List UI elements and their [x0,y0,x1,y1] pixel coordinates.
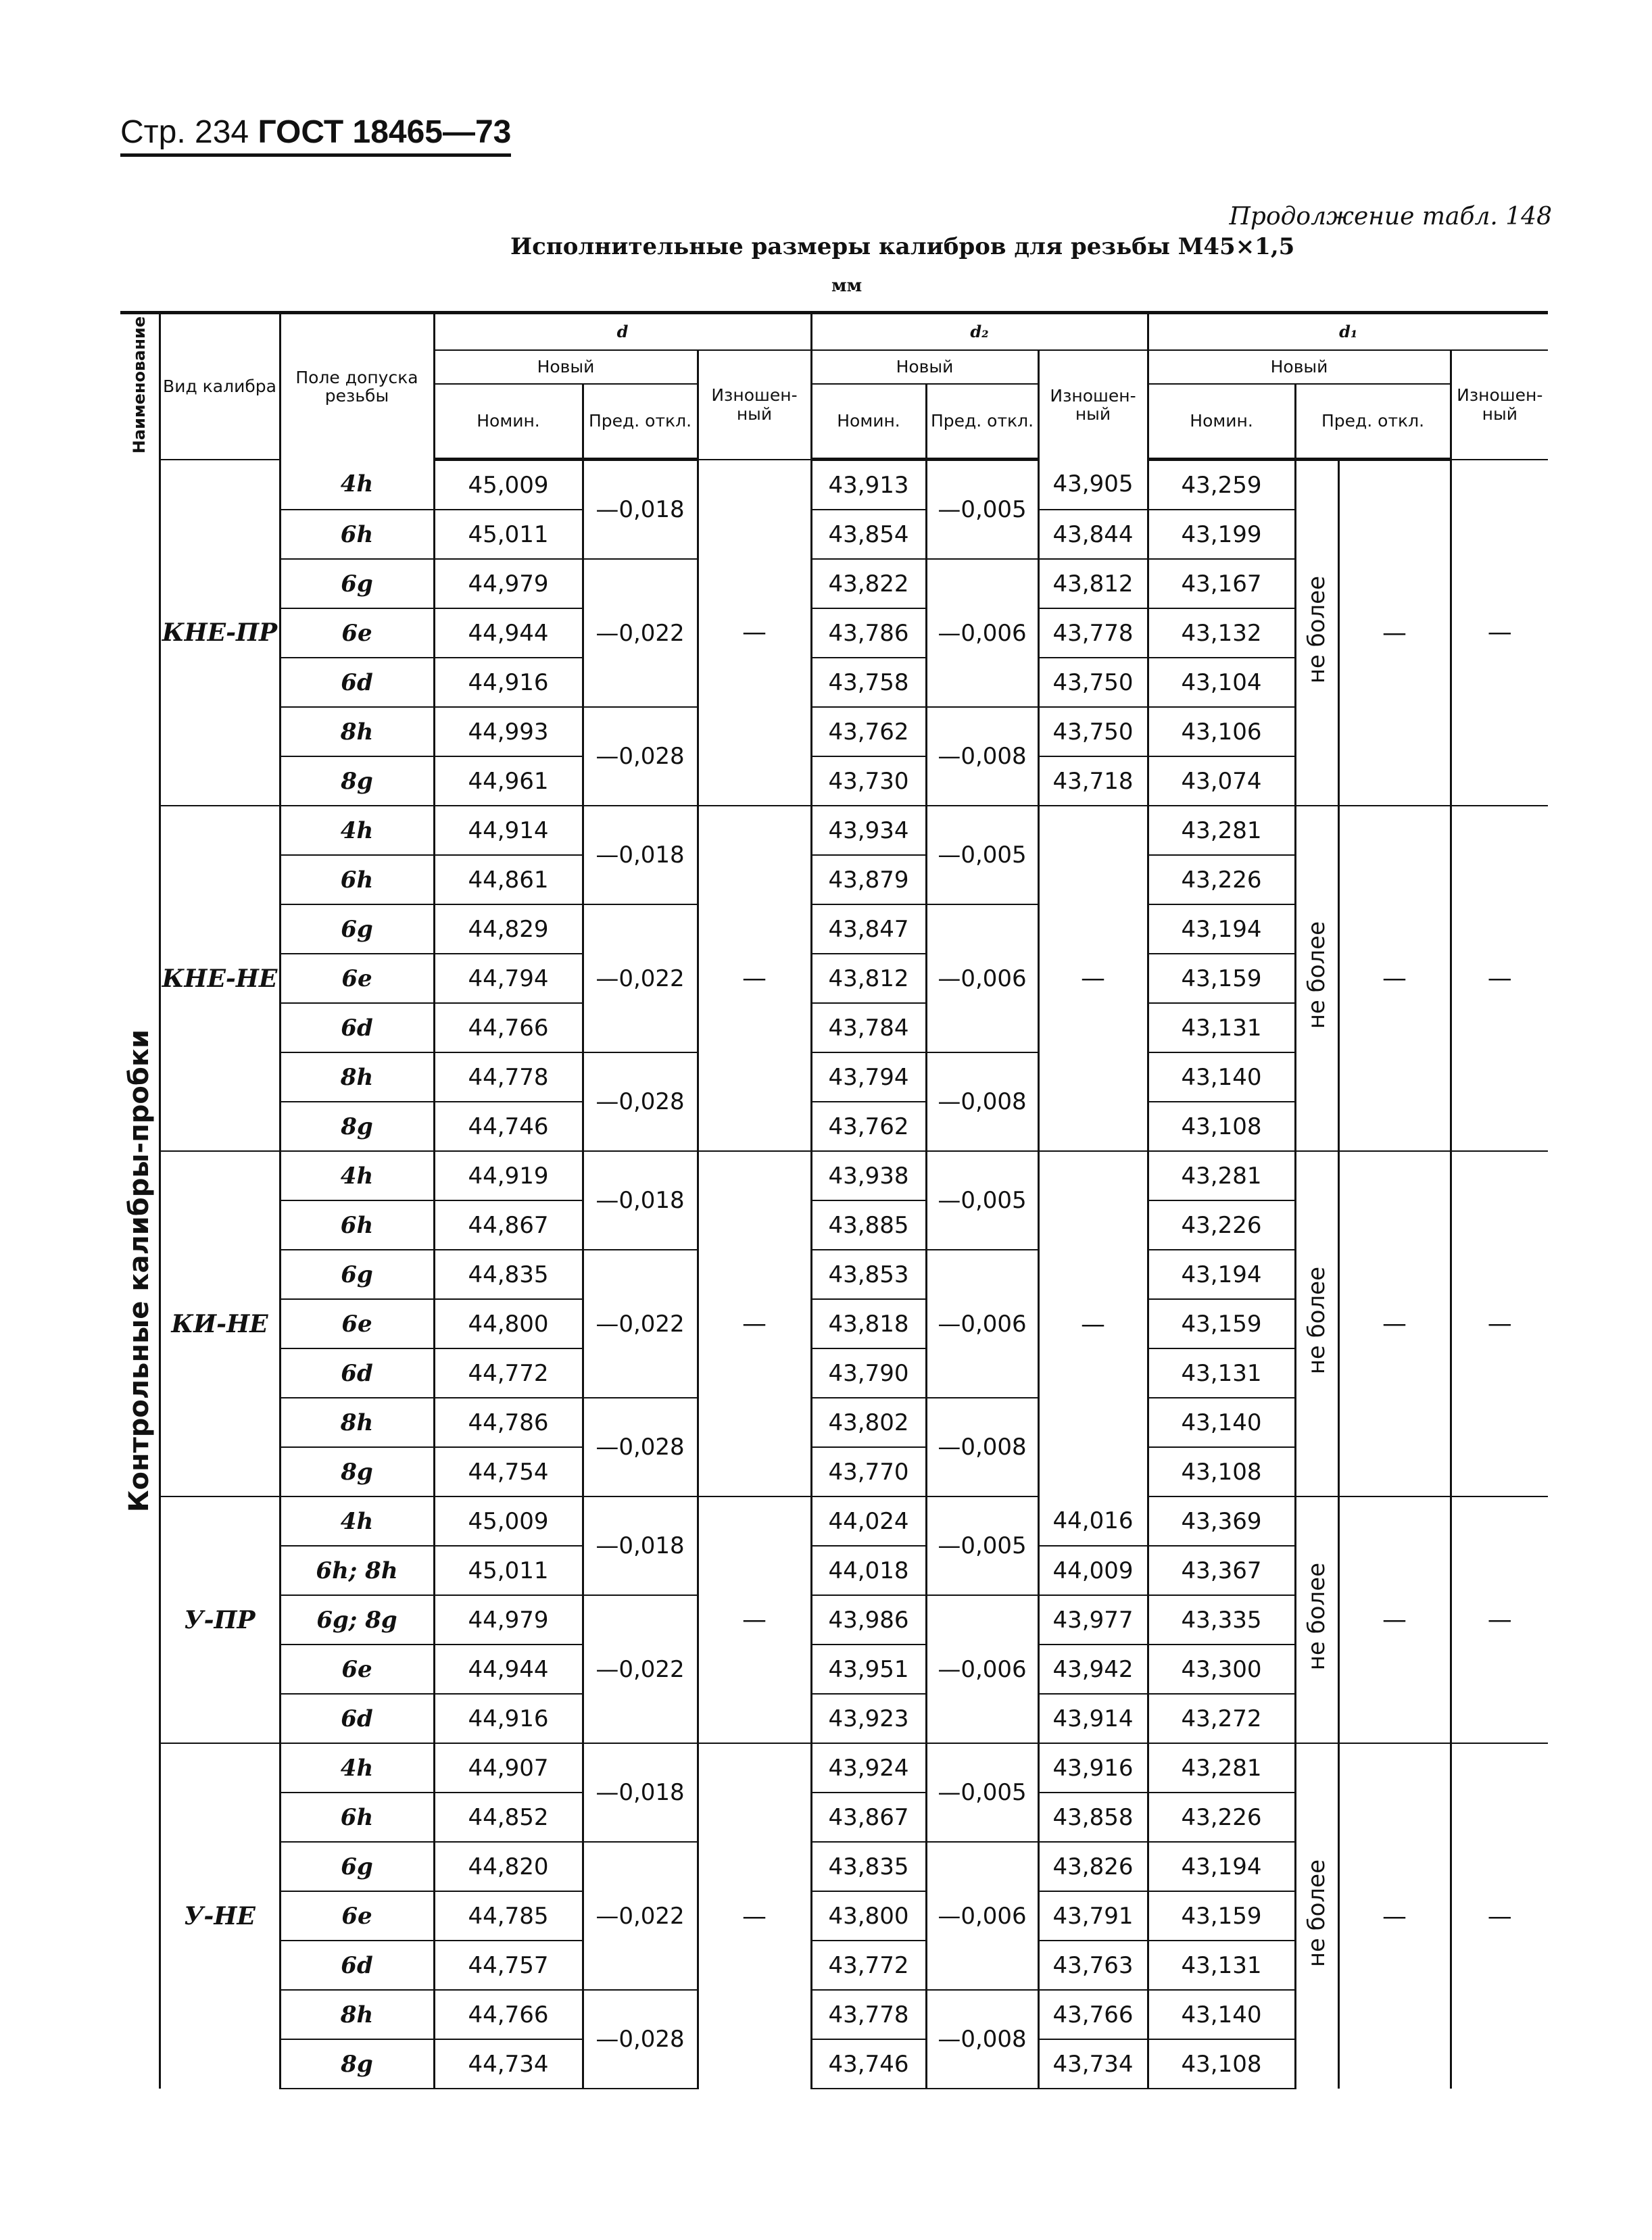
d1-limit-note [1295,806,1338,1151]
header-d: d [434,313,811,351]
d-nominal: 44,785 [434,1891,583,1941]
d2-nominal: 43,786 [811,608,926,658]
d-limit-deviation: —0,022 [583,559,698,707]
header-d-new: Новый [434,350,698,384]
d2-worn: 43,766 [1038,1990,1148,2039]
d2-limit-deviation: —0,005 [926,1496,1038,1595]
d2-nominal: 43,802 [811,1398,926,1447]
d-nominal: 44,835 [434,1250,583,1299]
d-nominal: 44,944 [434,608,583,658]
d2-nominal: 43,822 [811,559,926,608]
d1-worn: — [1451,1151,1548,1496]
d1-nominal: 43,108 [1148,1447,1295,1496]
d2-nominal: 44,018 [811,1546,926,1595]
gauge-table [120,311,1548,2089]
tolerance-field: 8h [280,1990,434,2039]
d-nominal: 44,757 [434,1941,583,1990]
tolerance-field: 6d [280,1003,434,1052]
d-worn: — [698,460,811,806]
table-row [120,1151,1548,1200]
d2-limit-deviation: —0,006 [926,904,1038,1052]
d-nominal: 44,778 [434,1052,583,1102]
d1-limit-note-text: не более [1303,1859,1331,1968]
d-worn: — [698,1743,811,2089]
d2-nominal: 43,938 [811,1151,926,1200]
tolerance-field: 4h [280,460,434,510]
tolerance-field: 6d [280,1941,434,1990]
d-limit-deviation: —0,018 [583,1496,698,1595]
tolerance-field: 6d [280,1694,434,1743]
d-nominal: 44,829 [434,904,583,954]
tolerance-field: 4h [280,806,434,855]
d-worn: — [698,1496,811,1743]
tolerance-field: 4h [280,1151,434,1200]
d2-worn: 43,750 [1038,707,1148,756]
d2-limit-deviation: —0,006 [926,559,1038,707]
d-nominal: 44,979 [434,1595,583,1645]
d1-worn: — [1451,460,1548,806]
d-limit-deviation: —0,022 [583,904,698,1052]
d2-nominal: 43,854 [811,510,926,559]
d-nominal: 44,919 [434,1151,583,1200]
d2-nominal: 43,800 [811,1891,926,1941]
d1-nominal: 43,194 [1148,904,1295,954]
d2-limit-deviation: —0,005 [926,806,1038,904]
tolerance-field: 6h [280,1200,434,1250]
d2-nominal: 43,762 [811,1102,926,1151]
d2-limit-deviation: —0,008 [926,1052,1038,1151]
header-d1-nominal: Номин. [1148,384,1295,460]
d-limit-deviation: —0,028 [583,1052,698,1151]
d-nominal: 44,944 [434,1645,583,1694]
d1-nominal: 43,131 [1148,1348,1295,1398]
d1-worn: — [1451,1743,1548,2089]
d1-limit-extra: — [1338,806,1451,1151]
d1-nominal: 43,140 [1148,1052,1295,1102]
d2-worn: 43,826 [1038,1842,1148,1891]
d1-nominal: 43,140 [1148,1990,1295,2039]
d1-nominal: 43,140 [1148,1398,1295,1447]
d1-nominal: 43,300 [1148,1645,1295,1694]
calibre-type: КНЕ-ПР [160,460,280,806]
d-limit-deviation: —0,018 [583,806,698,904]
tolerance-field: 4h [280,1743,434,1793]
d2-worn: 43,778 [1038,608,1148,658]
d2-nominal: 43,879 [811,855,926,904]
d2-nominal: 43,794 [811,1052,926,1102]
tolerance-field: 6h [280,855,434,904]
d2-nominal: 43,770 [811,1447,926,1496]
tolerance-field: 8h [280,1052,434,1102]
d1-limit-extra: — [1338,460,1451,806]
d-nominal: 44,786 [434,1398,583,1447]
d1-nominal: 43,159 [1148,1299,1295,1348]
tolerance-field: 6g [280,1250,434,1299]
d-nominal: 44,734 [434,2039,583,2089]
d2-worn: 43,812 [1038,559,1148,608]
d2-limit-deviation: —0,008 [926,1990,1038,2089]
d1-nominal: 43,159 [1148,1891,1295,1941]
main-label [120,460,160,2089]
tolerance-field: 6h; 8h [280,1546,434,1595]
d2-worn: 43,750 [1038,658,1148,707]
d2-nominal: 43,818 [811,1299,926,1348]
d2-worn: 43,734 [1038,2039,1148,2089]
tolerance-field: 8h [280,707,434,756]
header-d-worn: Изношен-ный [698,350,811,460]
d1-nominal: 43,199 [1148,510,1295,559]
d-nominal: 44,820 [434,1842,583,1891]
d1-nominal: 43,367 [1148,1546,1295,1595]
d1-nominal: 43,108 [1148,2039,1295,2089]
header-d1-worn: Изношен-ный [1451,350,1548,460]
header-d2-limit: Пред. откл. [926,384,1038,460]
d-limit-deviation: —0,028 [583,1990,698,2089]
d-limit-deviation: —0,022 [583,1250,698,1398]
header-d1: d₁ [1148,313,1548,351]
d1-nominal: 43,159 [1148,954,1295,1003]
tolerance-field: 6e [280,1891,434,1941]
d2-worn: 43,916 [1038,1743,1148,1793]
d1-limit-note-text: не более [1303,576,1331,684]
d-nominal: 44,800 [434,1299,583,1348]
d-limit-deviation: —0,022 [583,1595,698,1743]
d2-nominal: 43,853 [811,1250,926,1299]
d2-worn: 43,718 [1038,756,1148,806]
standard-number: ГОСТ 18465—73 [258,114,512,150]
table-row [120,1496,1548,1546]
d1-nominal: 43,272 [1148,1694,1295,1743]
d1-limit-note-text: не более [1303,1563,1331,1671]
tolerance-field: 8h [280,1398,434,1447]
d2-nominal: 43,835 [811,1842,926,1891]
main-label-text: Контрольные калибры-пробки [124,1029,155,1513]
header-d-limit: Пред. откл. [583,384,698,460]
d-nominal: 44,852 [434,1793,583,1842]
d1-worn: — [1451,1496,1548,1743]
d-worn: — [698,806,811,1151]
header-d2: d₂ [811,313,1148,351]
d2-nominal: 43,730 [811,756,926,806]
tolerance-field: 8g [280,1102,434,1151]
d1-nominal: 43,104 [1148,658,1295,707]
table-continuation: Продолжение табл. 148 [1229,203,1552,230]
d2-worn: 43,763 [1038,1941,1148,1990]
d1-nominal: 43,281 [1148,806,1295,855]
d1-limit-note [1295,1496,1338,1743]
d2-nominal: 43,885 [811,1200,926,1250]
header-calibre-type: Вид калибра [160,313,280,460]
tolerance-field: 6d [280,658,434,707]
d1-nominal: 43,194 [1148,1250,1295,1299]
header-name: Наименование [120,313,160,460]
table-title: Исполнительные размеры калибров для резьбы М45×1,5 [510,233,1295,260]
d-nominal: 44,754 [434,1447,583,1496]
d2-nominal: 43,913 [811,460,926,510]
d1-limit-extra: — [1338,1743,1451,2089]
d-nominal: 44,746 [434,1102,583,1151]
unit-label: мм [831,276,863,296]
tolerance-field: 6e [280,1645,434,1694]
d2-limit-deviation: —0,006 [926,1842,1038,1990]
d1-limit-note-text: не более [1303,1267,1331,1375]
d-nominal: 45,011 [434,510,583,559]
table-container [120,311,1548,2089]
calibre-type: КИ-НЕ [160,1151,280,1496]
header-d2-worn: Изношен-ный [1038,350,1148,460]
d-nominal: 44,766 [434,1990,583,2039]
header-d2-nominal: Номин. [811,384,926,460]
d2-worn: 43,977 [1038,1595,1148,1645]
d-limit-deviation: —0,028 [583,1398,698,1496]
d2-nominal: 43,762 [811,707,926,756]
d1-nominal: 43,074 [1148,756,1295,806]
d1-limit-extra: — [1338,1496,1451,1743]
d-nominal: 44,766 [434,1003,583,1052]
calibre-type: У-ПР [160,1496,280,1743]
tolerance-field: 6h [280,510,434,559]
d1-nominal: 43,226 [1148,855,1295,904]
d2-nominal: 44,024 [811,1496,926,1546]
d-limit-deviation: —0,028 [583,707,698,806]
d1-nominal: 43,108 [1148,1102,1295,1151]
d1-limit-note [1295,1743,1338,2089]
d2-nominal: 43,746 [811,2039,926,2089]
d2-worn: 44,016 [1038,1496,1148,1546]
d2-worn: 43,914 [1038,1694,1148,1743]
d1-limit-note-text: не более [1303,921,1331,1029]
d2-nominal: 43,867 [811,1793,926,1842]
tolerance-field: 6g [280,559,434,608]
header-d-nominal: Номин. [434,384,583,460]
tolerance-field: 8g [280,756,434,806]
d1-nominal: 43,132 [1148,608,1295,658]
d-nominal: 44,961 [434,756,583,806]
d1-nominal: 43,369 [1148,1496,1295,1546]
d1-limit-note [1295,1151,1338,1496]
d-limit-deviation: —0,018 [583,1151,698,1250]
d1-worn: — [1451,806,1548,1151]
d-limit-deviation: —0,018 [583,460,698,560]
d1-nominal: 43,335 [1148,1595,1295,1645]
tolerance-field: 6h [280,1793,434,1842]
d2-limit-deviation: —0,005 [926,460,1038,560]
calibre-type: КНЕ-НЕ [160,806,280,1151]
d2-nominal: 43,951 [811,1645,926,1694]
d-nominal: 44,861 [434,855,583,904]
d2-nominal: 43,934 [811,806,926,855]
header-d2-new: Новый [811,350,1038,384]
header-tolerance-field: Поле допуска резьбы [280,313,434,460]
d2-worn: 43,791 [1038,1891,1148,1941]
d-nominal: 44,794 [434,954,583,1003]
d1-nominal: 43,281 [1148,1151,1295,1200]
d2-limit-deviation: —0,008 [926,1398,1038,1496]
header-d1-limit: Пред. откл. [1295,384,1451,460]
tolerance-field: 8g [280,2039,434,2089]
d1-nominal: 43,259 [1148,460,1295,510]
page-header [120,114,511,157]
d1-nominal: 43,194 [1148,1842,1295,1891]
table-row [120,806,1548,855]
tolerance-field: 8g [280,1447,434,1496]
calibre-type: У-НЕ [160,1743,280,2089]
d-nominal: 44,993 [434,707,583,756]
d-worn: — [698,1151,811,1496]
d2-nominal: 43,986 [811,1595,926,1645]
d-limit-deviation: —0,022 [583,1842,698,1990]
table-row [120,460,1548,510]
d2-worn: 44,009 [1038,1546,1148,1595]
d2-limit-deviation: —0,006 [926,1595,1038,1743]
tolerance-field: 4h [280,1496,434,1546]
tolerance-field: 6d [280,1348,434,1398]
d-nominal: 45,009 [434,460,583,510]
table-row [120,1743,1548,1793]
d1-nominal: 43,131 [1148,1941,1295,1990]
d2-limit-deviation: —0,005 [926,1151,1038,1250]
tolerance-field: 6g [280,904,434,954]
d-nominal: 44,979 [434,559,583,608]
table-body [120,460,1548,2089]
page-number: Стр. 234 [120,114,249,150]
d-nominal: 44,914 [434,806,583,855]
d2-nominal: 43,758 [811,658,926,707]
d2-worn: 43,942 [1038,1645,1148,1694]
header-d1-new: Новый [1148,350,1451,384]
d-nominal: 45,011 [434,1546,583,1595]
d2-nominal: 43,784 [811,1003,926,1052]
d-limit-deviation: —0,018 [583,1743,698,1842]
tolerance-field: 6g; 8g [280,1595,434,1645]
d-nominal: 45,009 [434,1496,583,1546]
tolerance-field: 6e [280,954,434,1003]
tolerance-field: 6g [280,1842,434,1891]
d2-nominal: 43,924 [811,1743,926,1793]
d2-worn: 43,905 [1038,460,1148,510]
d1-limit-note [1295,460,1338,806]
d2-nominal: 43,772 [811,1941,926,1990]
d2-limit-deviation: —0,006 [926,1250,1038,1398]
d-nominal: 44,916 [434,658,583,707]
d2-worn: — [1038,806,1148,1151]
d2-limit-deviation: —0,005 [926,1743,1038,1842]
d2-nominal: 43,847 [811,904,926,954]
d1-nominal: 43,167 [1148,559,1295,608]
d-nominal: 44,867 [434,1200,583,1250]
d-nominal: 44,916 [434,1694,583,1743]
d1-nominal: 43,226 [1148,1793,1295,1842]
d-nominal: 44,772 [434,1348,583,1398]
d1-nominal: 43,131 [1148,1003,1295,1052]
d2-nominal: 43,790 [811,1348,926,1398]
d1-nominal: 43,226 [1148,1200,1295,1250]
tolerance-field: 6e [280,1299,434,1348]
d2-limit-deviation: —0,008 [926,707,1038,806]
d1-nominal: 43,106 [1148,707,1295,756]
d1-nominal: 43,281 [1148,1743,1295,1793]
d2-worn: — [1038,1151,1148,1496]
d1-limit-extra: — [1338,1151,1451,1496]
d2-nominal: 43,778 [811,1990,926,2039]
d2-nominal: 43,923 [811,1694,926,1743]
tolerance-field: 6e [280,608,434,658]
d2-worn: 43,844 [1038,510,1148,559]
d2-nominal: 43,812 [811,954,926,1003]
d-nominal: 44,907 [434,1743,583,1793]
d2-worn: 43,858 [1038,1793,1148,1842]
